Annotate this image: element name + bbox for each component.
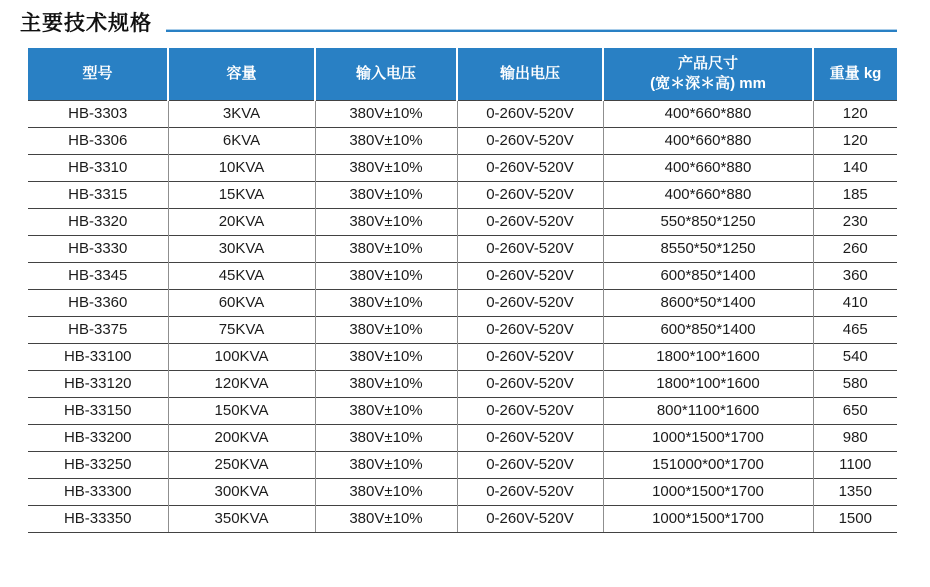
cell-capacity: 350KVA — [168, 505, 315, 532]
cell-output_voltage: 0-260V-520V — [457, 208, 603, 235]
cell-output_voltage: 0-260V-520V — [457, 235, 603, 262]
cell-input_voltage: 380V±10% — [315, 208, 457, 235]
cell-capacity: 100KVA — [168, 343, 315, 370]
cell-capacity: 150KVA — [168, 397, 315, 424]
cell-input_voltage: 380V±10% — [315, 370, 457, 397]
cell-model: HB-3315 — [28, 181, 168, 208]
cell-dimensions: 8550*50*1250 — [603, 235, 813, 262]
table-row — [28, 478, 897, 505]
cell-weight: 465 — [813, 316, 897, 343]
table-row — [28, 505, 897, 532]
cell-capacity: 6KVA — [168, 127, 315, 154]
cell-weight: 580 — [813, 370, 897, 397]
cell-dimensions: 400*660*880 — [603, 100, 813, 127]
header-row — [28, 48, 897, 100]
cell-output_voltage: 0-260V-520V — [457, 370, 603, 397]
table-row — [28, 208, 897, 235]
cell-capacity: 120KVA — [168, 370, 315, 397]
cell-model: HB-3360 — [28, 289, 168, 316]
cell-weight: 650 — [813, 397, 897, 424]
cell-model: HB-3306 — [28, 127, 168, 154]
cell-model: HB-33100 — [28, 343, 168, 370]
table-row — [28, 154, 897, 181]
cell-input_voltage: 380V±10% — [315, 127, 457, 154]
table-row — [28, 424, 897, 451]
col-header-model — [28, 48, 168, 100]
cell-weight: 120 — [813, 127, 897, 154]
spec-table-header — [28, 48, 897, 100]
table-row — [28, 100, 897, 127]
col-header-output-voltage-label: 输出电压 — [499, 64, 560, 82]
cell-weight: 230 — [813, 208, 897, 235]
cell-input_voltage: 380V±10% — [315, 235, 457, 262]
col-header-capacity — [168, 48, 315, 100]
col-header-dimensions — [603, 48, 813, 100]
cell-model: HB-3375 — [28, 316, 168, 343]
cell-dimensions: 1800*100*1600 — [603, 370, 813, 397]
cell-weight: 540 — [813, 343, 897, 370]
cell-capacity: 75KVA — [168, 316, 315, 343]
cell-model: HB-33250 — [28, 451, 168, 478]
cell-capacity: 3KVA — [168, 100, 315, 127]
title-underline-rule — [166, 29, 897, 32]
cell-input_voltage: 380V±10% — [315, 262, 457, 289]
cell-dimensions: 400*660*880 — [603, 154, 813, 181]
cell-input_voltage: 380V±10% — [315, 424, 457, 451]
cell-capacity: 15KVA — [168, 181, 315, 208]
cell-capacity: 30KVA — [168, 235, 315, 262]
cell-weight: 1500 — [813, 505, 897, 532]
table-row — [28, 451, 897, 478]
table-row — [28, 262, 897, 289]
cell-input_voltage: 380V±10% — [315, 154, 457, 181]
cell-output_voltage: 0-260V-520V — [457, 343, 603, 370]
cell-model: HB-3310 — [28, 154, 168, 181]
table-row — [28, 127, 897, 154]
table-row — [28, 316, 897, 343]
cell-model: HB-33150 — [28, 397, 168, 424]
table-row — [28, 289, 897, 316]
col-header-weight — [813, 48, 897, 100]
cell-output_voltage: 0-260V-520V — [457, 451, 603, 478]
cell-output_voltage: 0-260V-520V — [457, 505, 603, 532]
cell-weight: 260 — [813, 235, 897, 262]
cell-input_voltage: 380V±10% — [315, 181, 457, 208]
cell-output_voltage: 0-260V-520V — [457, 262, 603, 289]
spec-table — [28, 48, 897, 533]
cell-output_voltage: 0-260V-520V — [457, 478, 603, 505]
cell-dimensions: 600*850*1400 — [603, 316, 813, 343]
cell-dimensions: 151000*00*1700 — [603, 451, 813, 478]
col-header-dimensions-unit: (宽＊深＊高) mm — [650, 74, 766, 92]
col-header-capacity-label: 容量 — [226, 64, 257, 82]
col-header-output-voltage — [457, 48, 603, 100]
cell-weight: 1100 — [813, 451, 897, 478]
cell-model: HB-3330 — [28, 235, 168, 262]
spec-table-body — [28, 100, 897, 532]
cell-model: HB-3320 — [28, 208, 168, 235]
cell-dimensions: 550*850*1250 — [603, 208, 813, 235]
cell-output_voltage: 0-260V-520V — [457, 397, 603, 424]
cell-model: HB-33300 — [28, 478, 168, 505]
cell-model: HB-33200 — [28, 424, 168, 451]
cell-dimensions: 1000*1500*1700 — [603, 478, 813, 505]
cell-capacity: 250KVA — [168, 451, 315, 478]
cell-output_voltage: 0-260V-520V — [457, 154, 603, 181]
cell-model: HB-3345 — [28, 262, 168, 289]
col-header-dimensions-label: 产品尺寸 — [677, 54, 738, 72]
cell-model: HB-33120 — [28, 370, 168, 397]
cell-output_voltage: 0-260V-520V — [457, 181, 603, 208]
cell-dimensions: 600*850*1400 — [603, 262, 813, 289]
cell-input_voltage: 380V±10% — [315, 289, 457, 316]
cell-weight: 1350 — [813, 478, 897, 505]
table-row — [28, 370, 897, 397]
cell-dimensions: 1800*100*1600 — [603, 343, 813, 370]
cell-model: HB-3303 — [28, 100, 168, 127]
cell-input_voltage: 380V±10% — [315, 478, 457, 505]
cell-weight: 980 — [813, 424, 897, 451]
cell-dimensions: 8600*50*1400 — [603, 289, 813, 316]
cell-capacity: 60KVA — [168, 289, 315, 316]
cell-output_voltage: 0-260V-520V — [457, 127, 603, 154]
cell-weight: 410 — [813, 289, 897, 316]
page-title: 主要技术规格 — [20, 12, 152, 35]
cell-dimensions: 1000*1500*1700 — [603, 505, 813, 532]
col-header-input-voltage-label: 输入电压 — [355, 64, 416, 82]
cell-dimensions: 400*660*880 — [603, 181, 813, 208]
cell-capacity: 10KVA — [168, 154, 315, 181]
cell-output_voltage: 0-260V-520V — [457, 100, 603, 127]
table-row — [28, 181, 897, 208]
cell-capacity: 200KVA — [168, 424, 315, 451]
cell-output_voltage: 0-260V-520V — [457, 316, 603, 343]
table-row — [28, 235, 897, 262]
table-row — [28, 397, 897, 424]
cell-input_voltage: 380V±10% — [315, 397, 457, 424]
cell-weight: 120 — [813, 100, 897, 127]
cell-weight: 360 — [813, 262, 897, 289]
cell-capacity: 300KVA — [168, 478, 315, 505]
cell-capacity: 45KVA — [168, 262, 315, 289]
cell-dimensions: 800*1100*1600 — [603, 397, 813, 424]
cell-weight: 185 — [813, 181, 897, 208]
cell-output_voltage: 0-260V-520V — [457, 424, 603, 451]
cell-input_voltage: 380V±10% — [315, 343, 457, 370]
cell-model: HB-33350 — [28, 505, 168, 532]
cell-dimensions: 1000*1500*1700 — [603, 424, 813, 451]
col-header-weight-label: 重量 kg — [829, 64, 882, 82]
col-header-model-label: 型号 — [82, 64, 113, 82]
cell-weight: 140 — [813, 154, 897, 181]
col-header-input-voltage — [315, 48, 457, 100]
page-header — [20, 10, 897, 37]
cell-input_voltage: 380V±10% — [315, 451, 457, 478]
cell-input_voltage: 380V±10% — [315, 316, 457, 343]
cell-input_voltage: 380V±10% — [315, 100, 457, 127]
table-row — [28, 343, 897, 370]
cell-output_voltage: 0-260V-520V — [457, 289, 603, 316]
cell-input_voltage: 380V±10% — [315, 505, 457, 532]
cell-capacity: 20KVA — [168, 208, 315, 235]
cell-dimensions: 400*660*880 — [603, 127, 813, 154]
